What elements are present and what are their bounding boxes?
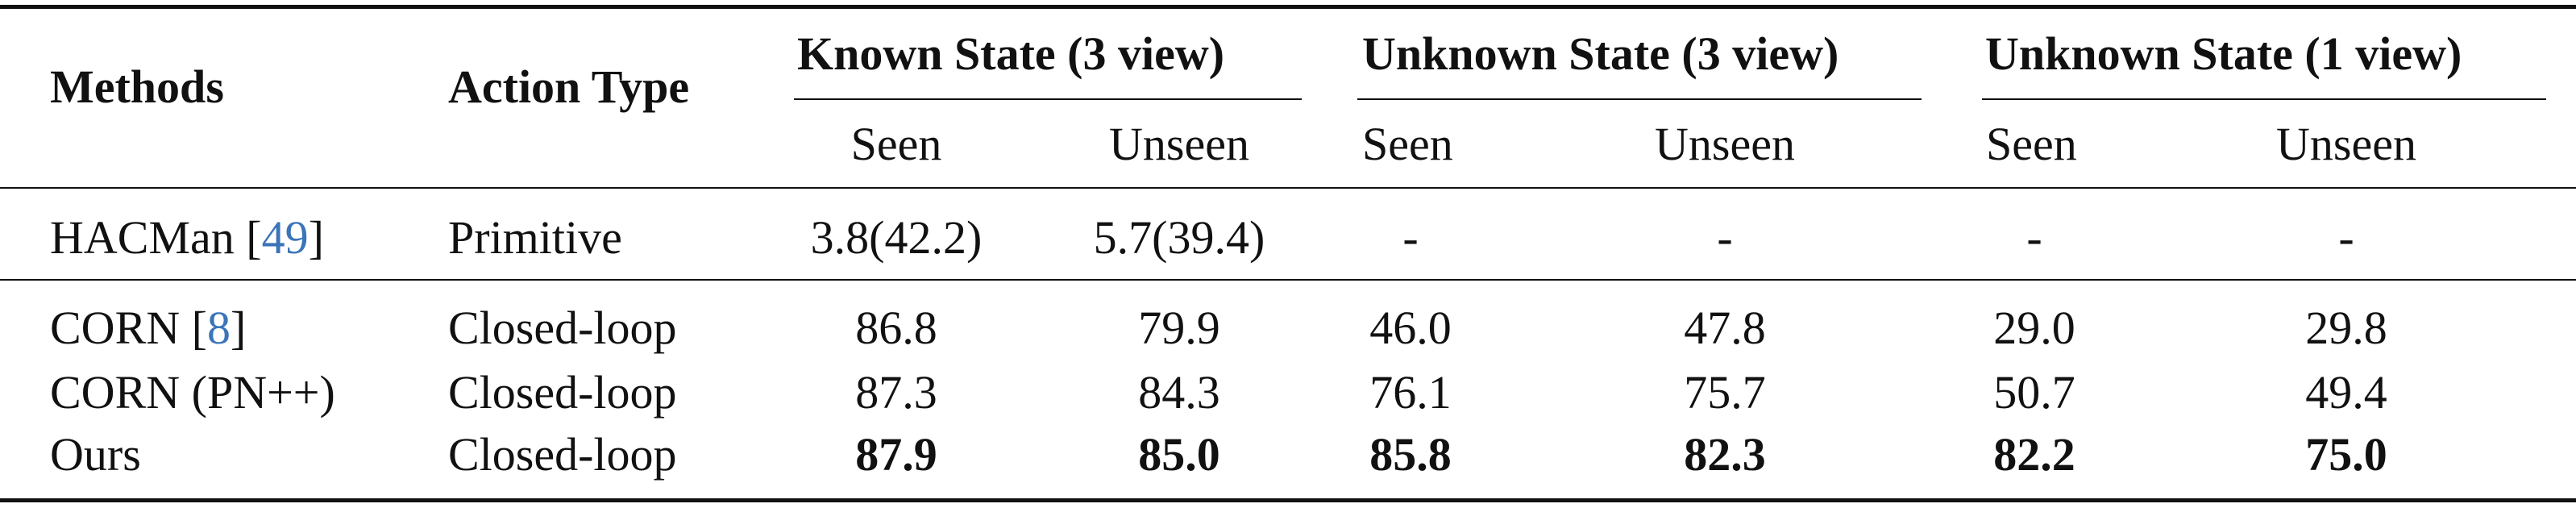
top-rule (0, 5, 2576, 9)
group-header-unknown-1: Unknown State (1 view) (1985, 27, 2462, 80)
header-action-type: Action Type (448, 60, 690, 113)
cell-known3-unseen: 85.0 (1138, 428, 1220, 481)
cell-known3-seen: 87.3 (855, 366, 937, 418)
cell-known3-seen: 87.9 (855, 428, 937, 481)
table-row-method: CORN (PN++) (50, 366, 335, 418)
cell-unknown1-seen: 50.7 (1993, 366, 2075, 418)
cell-unknown3-unseen: 82.3 (1684, 428, 1766, 481)
table-row-method: Ours (50, 428, 141, 481)
cell-unknown3-seen: 76.1 (1369, 366, 1452, 418)
group-header-known-3: Known State (3 view) (797, 27, 1225, 80)
cell-unknown1-seen: - (2026, 211, 2042, 264)
subheader-known-3-seen: Seen (850, 118, 942, 170)
table-row-action: Closed-loop (448, 302, 677, 354)
cell-known3-seen: 3.8(42.2) (810, 211, 983, 264)
cell-unknown3-unseen: - (1717, 211, 1733, 264)
cell-unknown1-unseen: 49.4 (2305, 366, 2387, 418)
bottom-rule (0, 498, 2576, 502)
method-name: CORN [ (50, 302, 207, 354)
table-row-method (50, 211, 324, 264)
group-header-unknown-3: Unknown State (3 view) (1362, 27, 1839, 80)
table-row-action: Closed-loop (448, 428, 677, 481)
method-name: HACMan [ (50, 211, 262, 264)
header-methods: Methods (50, 60, 224, 113)
cell-unknown3-seen: 85.8 (1369, 428, 1452, 481)
cell-unknown3-seen: 46.0 (1369, 302, 1452, 354)
subheader-unknown-1-unseen: Unseen (2276, 118, 2416, 170)
method-name-suffix: ] (230, 302, 247, 354)
subheader-known-3-unseen: Unseen (1109, 118, 1249, 170)
citation-link[interactable]: 8 (206, 302, 231, 354)
cell-known3-unseen: 79.9 (1138, 302, 1220, 354)
cell-unknown3-unseen: 75.7 (1684, 366, 1766, 418)
group-underline-unknown-1 (1982, 98, 2546, 100)
cell-known3-seen: 86.8 (855, 302, 937, 354)
cell-unknown1-seen: 29.0 (1993, 302, 2075, 354)
group-underline-known-3 (794, 98, 1302, 100)
primitive-separator-rule (0, 279, 2576, 281)
subheader-unknown-1-seen: Seen (1986, 118, 2077, 170)
cell-unknown1-unseen: 29.8 (2305, 302, 2387, 354)
cell-unknown3-seen: - (1402, 211, 1419, 264)
group-underline-unknown-3 (1357, 98, 1922, 100)
cell-known3-unseen: 84.3 (1138, 366, 1220, 418)
citation-link[interactable]: 49 (261, 211, 309, 264)
cell-unknown1-seen: 82.2 (1993, 428, 2075, 481)
cell-unknown1-unseen: 75.0 (2305, 428, 2387, 481)
table-row-method (50, 302, 247, 354)
subheader-unknown-3-unseen: Unseen (1655, 118, 1795, 170)
table-row-action: Closed-loop (448, 366, 677, 418)
cell-unknown3-unseen: 47.8 (1684, 302, 1766, 354)
header-rule (0, 187, 2576, 189)
cell-unknown1-unseen: - (2338, 211, 2354, 264)
method-name-suffix: ] (308, 211, 324, 264)
table-row-action: Primitive (448, 211, 622, 264)
cell-known3-unseen: 5.7(39.4) (1093, 211, 1265, 264)
subheader-unknown-3-seen: Seen (1362, 118, 1453, 170)
